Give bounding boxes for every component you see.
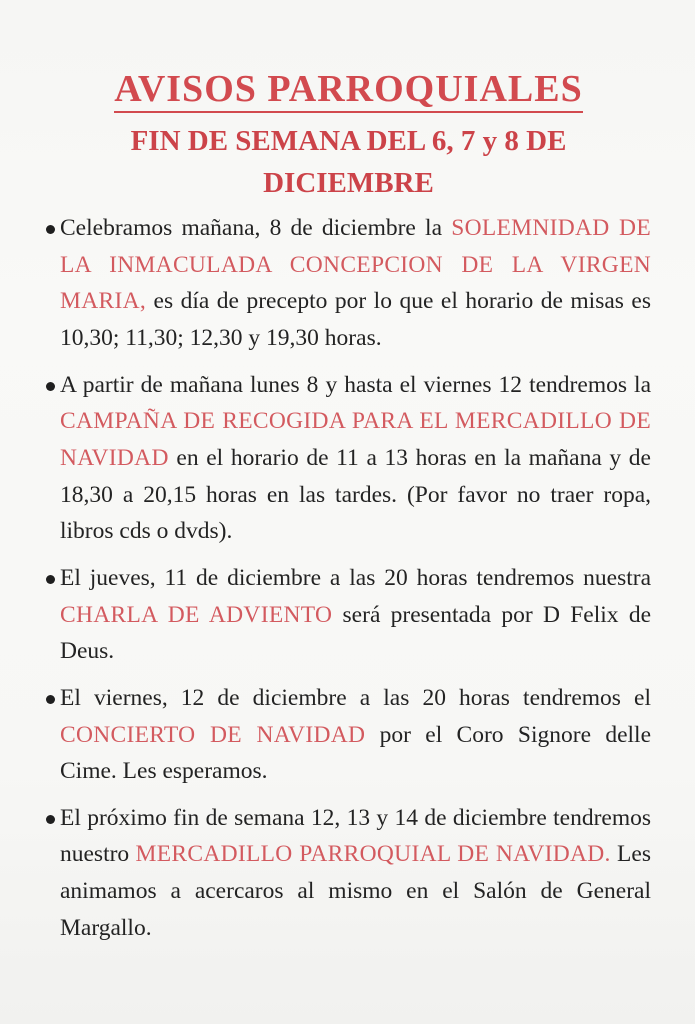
notice-item-campana [46,367,651,550]
subtitle-line-1: FIN DE SEMANA DEL 6, 7 y 8 DE [130,124,567,157]
page-title [46,70,651,110]
notice-item-charla [46,560,651,670]
notice-item-solemnidad [46,210,651,357]
subtitle-line-2: DICIEMBRE [263,166,434,199]
notice-highlight: CONCIERTO DE NAVIDAD [60,721,366,748]
notice-text: El viernes, 12 de diciembre a las 20 horas tendremos el [60,684,651,711]
notice-text: en el horario de 11 a 13 horas en la mañana y de 18,30 a 20,15 horas en las tardes. (Por favor no traer ropa, libros cds o dvds). [60,444,651,545]
notice-item-concierto [46,680,651,790]
notice-text: El jueves, 11 de diciembre a las 20 horas tendremos nuestra [60,564,651,591]
notice-text: Celebramos mañana, 8 de diciembre la [60,214,452,241]
notice-text: por el Coro Signore delle Cime. Les esperamos. [60,721,651,785]
page-subtitle [46,120,651,204]
notice-item-mercadillo [46,800,651,947]
notice-highlight: CAMPAÑA DE RECOGIDA PARA EL MERCADILLO DE NAVIDAD [60,408,651,471]
notice-text: Les animamos a acercaros al mismo en el Salón de General Margallo. [60,841,651,941]
notice-text: es día de precepto por lo que el horario de misas es 10,30; 11,30; 12,30 y 19,30 horas. [60,288,651,351]
notice-text: será presentada por D Felix de Deus. [60,601,651,665]
notice-highlight: CHARLA DE ADVIENTO [60,601,333,628]
notice-highlight: SOLEMNIDAD DE LA INMACULADA CONCEPCION DE LA VIRGEN MARIA, [60,214,651,315]
notice-text: El próximo fin de semana 12, 13 y 14 de diciembre tendremos nuestro [60,804,651,868]
notice-text: A partir de mañana lunes 8 y hasta el viernes 12 tendremos la [60,371,651,398]
page-title-text: AVISOS PARROQUIALES [114,68,582,113]
notice-list [46,210,651,946]
notice-highlight: MERCADILLO PARROQUIAL DE NAVIDAD. [135,841,611,868]
